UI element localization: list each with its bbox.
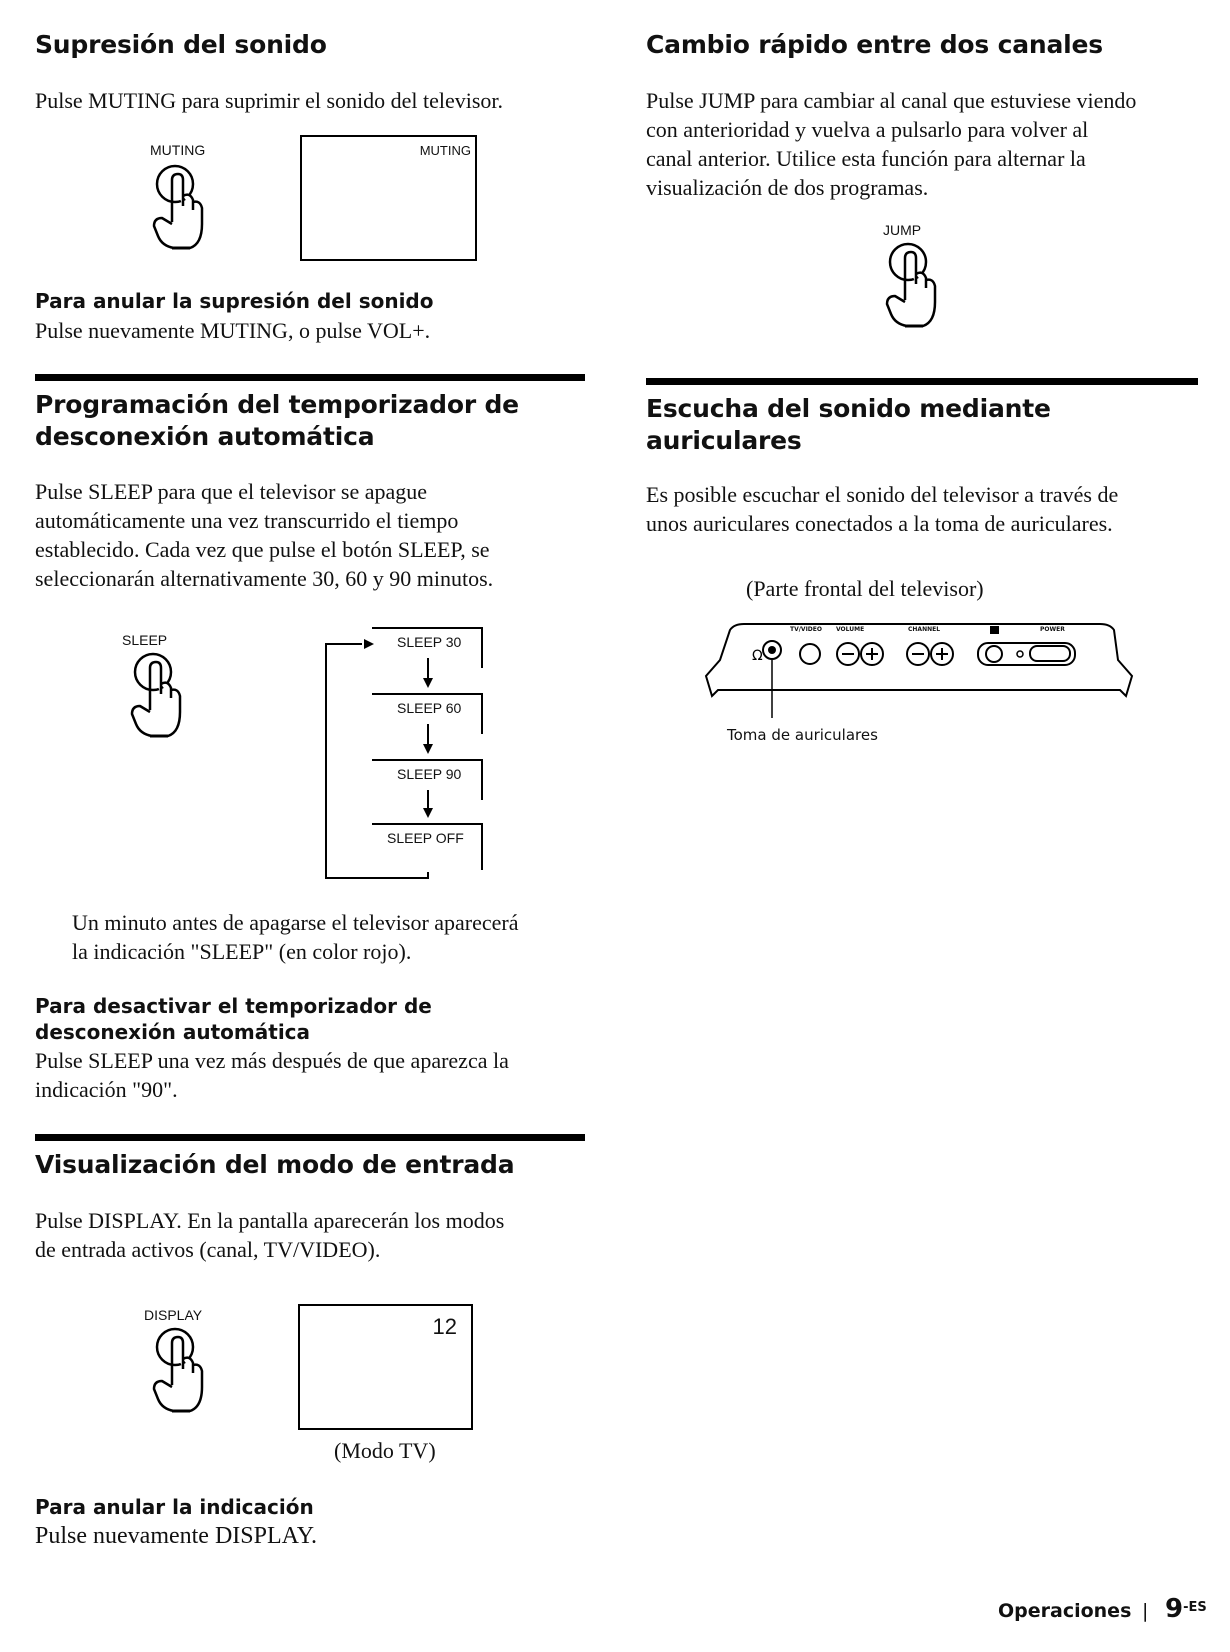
- tv-front-panel: [700, 620, 1140, 730]
- sleep-body-line-1: Pulse SLEEP para que el televisor se apague: [35, 479, 428, 504]
- sleep-body-line-4: seleccionarán alternativamente 30, 60 y 90 minutos.: [35, 566, 494, 591]
- hand-press-icon: [150, 1323, 220, 1423]
- headphone-jack-callout: Toma de auriculares: [727, 726, 878, 744]
- display-cancel-body: Pulse nuevamente DISPLAY.: [35, 1523, 317, 1549]
- footer-page-suffix: -ES: [1183, 1600, 1207, 1615]
- display-button-label: DISPLAY: [144, 1307, 203, 1323]
- sleep-section-title-2: desconexión automática: [35, 422, 375, 451]
- sleep-note-line-1: Un minuto antes de apagarse el televisor aparecerá: [72, 910, 519, 935]
- muting-button-label: MUTING: [150, 142, 206, 158]
- display-cancel-title: Para anular la indicación: [35, 1495, 314, 1519]
- muting-screen-indicator: MUTING: [419, 143, 471, 158]
- sleep-note-line-2: la indicación "SLEEP" (en color rojo).: [72, 939, 412, 964]
- hand-press-icon: [883, 238, 953, 338]
- section-divider: [35, 1134, 585, 1141]
- panel-label-channel: CHANNEL: [908, 626, 941, 633]
- display-channel-number: 12: [432, 1314, 457, 1339]
- headphones-section-title-1: Escucha del sonido mediante: [646, 394, 1051, 423]
- section-divider: [646, 378, 1198, 385]
- sleep-cancel-body-1: Pulse SLEEP una vez más después de que aparezca la: [35, 1048, 509, 1073]
- footer-section-name: Operaciones: [998, 1600, 1132, 1622]
- muting-tv-screen: [300, 135, 477, 261]
- jump-button-label: JUMP: [883, 222, 922, 238]
- muting-body: Pulse MUTING para suprimir el sonido del televisor.: [35, 88, 504, 113]
- muting-cancel-title: Para anular la supresión del sonido: [35, 289, 434, 313]
- muting-section-title: Supresión del sonido: [35, 30, 327, 59]
- headphones-body-line-1: Es posible escuchar el sonido del televisor a través de: [646, 482, 1119, 507]
- muting-cancel-body: Pulse nuevamente MUTING, o pulse VOL+.: [35, 318, 431, 343]
- sleep-cancel-body-2: indicación "90".: [35, 1077, 178, 1102]
- sleep-body-line-2: automáticamente una vez transcurrido el tiempo: [35, 508, 459, 533]
- jump-body-line-2: con anterioridad y vuelva a pulsarlo para volver al: [646, 117, 1089, 142]
- headphones-section-title-2: auriculares: [646, 426, 802, 455]
- display-tv-screen: [298, 1304, 473, 1430]
- jump-body-line-3: canal anterior. Utilice esta función para alternar la: [646, 146, 1086, 171]
- hand-press-icon: [150, 160, 220, 260]
- display-body-line-1: Pulse DISPLAY. En la pantalla aparecerán los modos: [35, 1208, 505, 1233]
- display-body-line-2: de entrada activos (canal, TV/VIDEO).: [35, 1237, 381, 1262]
- footer-page-number: 9: [1165, 1594, 1184, 1624]
- jump-body-line-1: Pulse JUMP para cambiar al canal que estuviese viendo: [646, 88, 1137, 113]
- sleep-step-60: SLEEP 60: [397, 700, 462, 716]
- sleep-cancel-title-2: desconexión automática: [35, 1020, 311, 1044]
- display-section-title: Visualización del modo de entrada: [35, 1150, 515, 1179]
- jump-section-title: Cambio rápido entre dos canales: [646, 30, 1103, 59]
- sleep-body-line-3: establecido. Cada vez que pulse el botón SLEEP, se: [35, 537, 490, 562]
- sleep-button-label: SLEEP: [122, 632, 168, 648]
- hand-press-icon: [128, 648, 198, 748]
- footer-separator: |: [1142, 1600, 1149, 1622]
- sleep-step-30: SLEEP 30: [397, 634, 462, 650]
- sleep-section-title-1: Programación del temporizador de: [35, 390, 519, 419]
- panel-label-power: POWER: [1040, 626, 1065, 633]
- jump-body-line-4: visualización de dos programas.: [646, 175, 929, 200]
- headphones-body-line-2: unos auriculares conectados a la toma de auriculares.: [646, 511, 1113, 536]
- svg-text:Ω: Ω: [752, 648, 763, 664]
- footer-section-label: [998, 1594, 1207, 1624]
- sleep-cancel-title-1: Para desactivar el temporizador de: [35, 994, 432, 1018]
- panel-label-volume: VOLUME: [836, 626, 865, 633]
- display-caption: (Modo TV): [334, 1438, 436, 1463]
- panel-label-tv-video: TV/VIDEO: [790, 626, 822, 633]
- sleep-step-off: SLEEP OFF: [387, 830, 464, 846]
- sleep-step-90: SLEEP 90: [397, 766, 462, 782]
- tv-front-caption: (Parte frontal del televisor): [746, 576, 984, 601]
- section-divider: [35, 374, 585, 381]
